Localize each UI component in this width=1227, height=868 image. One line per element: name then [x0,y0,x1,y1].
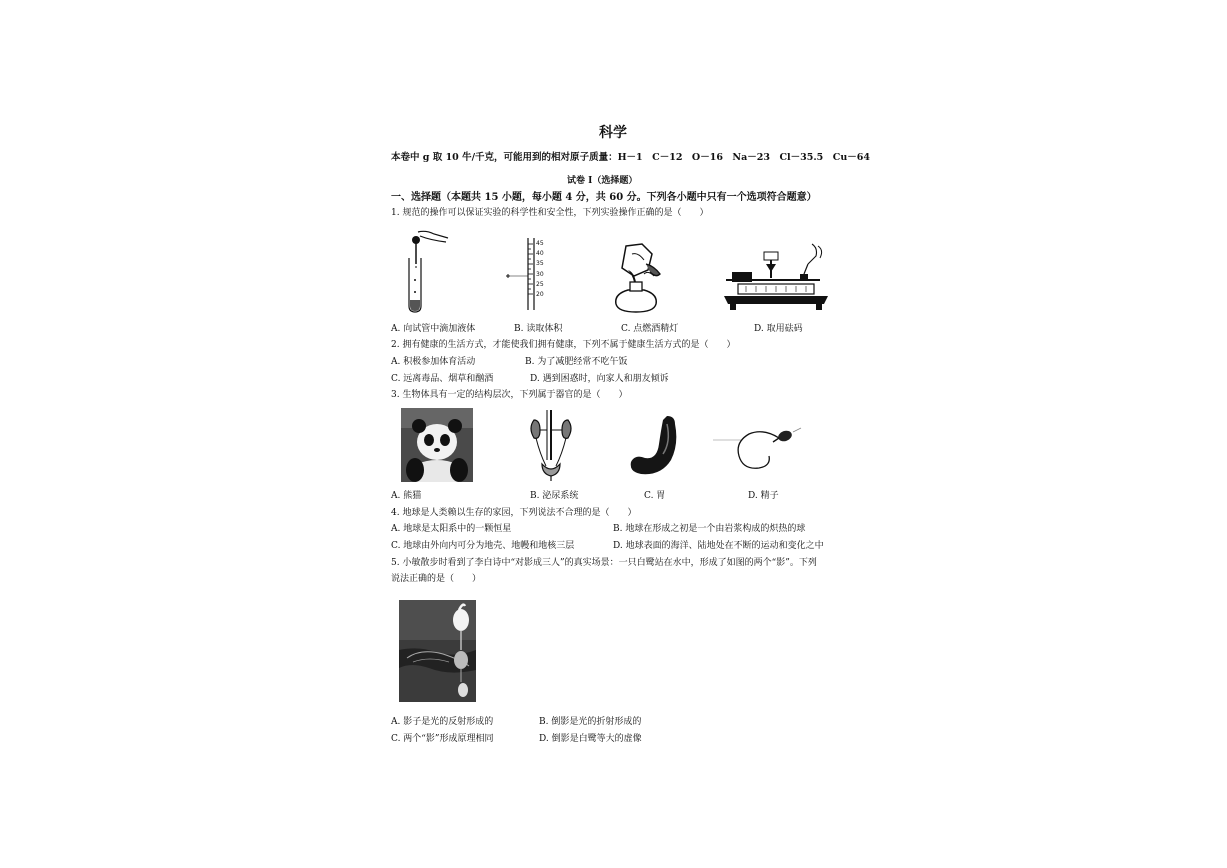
q3-figure-c-stomach [627,414,687,478]
q1-figure-c-alcohol-lamp [608,240,668,314]
q3-option-d: D. 精子 [748,491,779,501]
q2-option-d: D. 遇到困惑时，向家人和朋友倾诉 [530,374,669,384]
q1-option-d: D. 取用砝码 [754,324,803,334]
q4-option-b: B. 地球在形成之初是一个由岩浆构成的炽热的球 [613,524,806,534]
tick-label: 35 [536,260,544,268]
q4-option-c: C. 地球由外向内可分为地壳、地幔和地核三层 [391,541,575,551]
tick-label: 40 [536,250,544,258]
q1-stem: 1. 规范的操作可以保证实验的科学性和安全性，下列实验操作正确的是（ ） [391,208,709,218]
q2-stem: 2. 拥有健康的生活方式，才能使我们拥有健康，下列不属于健康生活方式的是（ ） [391,340,736,350]
q3-stem: 3. 生物体具有一定的结构层次，下列属于器官的是（ ） [391,390,628,400]
tick-label: 25 [536,280,544,288]
q5-stem-line2: 说法正确的是（ ） [391,574,482,584]
q2-option-a: A. 积极参加体育活动 [391,357,476,367]
q4-option-a: A. 地球是太阳系中的一颗恒星 [391,524,512,534]
q1-figure-d-balance [720,240,832,314]
q3-figure-d-sperm-cell [713,424,803,480]
q2-option-c: C. 远离毒品、烟草和酗酒 [391,374,494,384]
q3-option-b: B. 泌尿系统 [530,491,579,501]
q5-option-d: D. 倒影是白鹭等大的虚像 [539,734,642,744]
q5-option-c: C. 两个“影”形成原理相同 [391,734,494,744]
q5-stem-line1: 5. 小敏散步时看到了李白诗中“对影成三人”的真实场景：一只白鹭站在水中，形成了如图的两个“影”。下列 [391,558,817,568]
cylinder-tick-labels [536,239,544,300]
q3-option-c: C. 胃 [644,491,666,501]
q5-option-b: B. 倒影是光的折射形成的 [539,717,642,727]
q5-figure-egret-photo [399,600,476,702]
q1-option-b: B. 读取体积 [514,324,563,334]
q4-option-d: D. 地球表面的海洋、陆地处在不断的运动和变化之中 [613,541,824,551]
q1-figure-a-dropper [400,228,452,314]
q4-stem: 4. 地球是人类赖以生存的家园，下列说法不合理的是（ ） [391,508,637,518]
q3-figure-b-urinary-system [526,408,576,482]
part-heading: 一、选择题（本题共 15 小题，每小题 4 分，共 60 分。下列各小题中只有一个选项符合题意） [391,192,817,203]
q3-option-a: A. 熊猫 [391,491,422,501]
q1-option-c: C. 点燃酒精灯 [621,324,679,334]
q2-option-b: B. 为了减肥经常不吃午饭 [525,357,628,367]
page-title: 科学 [599,125,627,141]
q1-figure-b-cylinder [500,236,552,312]
q1-option-a: A. 向试管中滴加液体 [391,324,476,334]
tick-label: 45 [536,240,544,247]
section-heading: 试卷 I（选择题） [567,176,638,186]
tick-label: 30 [536,270,544,278]
q5-option-a: A. 影子是光的反射形成的 [391,717,494,727]
q3-figure-a-panda-photo [401,408,473,482]
tick-label: 20 [536,291,544,299]
exam-note: 本卷中 g 取 10 牛/千克，可能用到的相对原子质量：H－1 C－12 O－16 Na－23 Cl－35.5 Cu－64 [391,152,870,163]
